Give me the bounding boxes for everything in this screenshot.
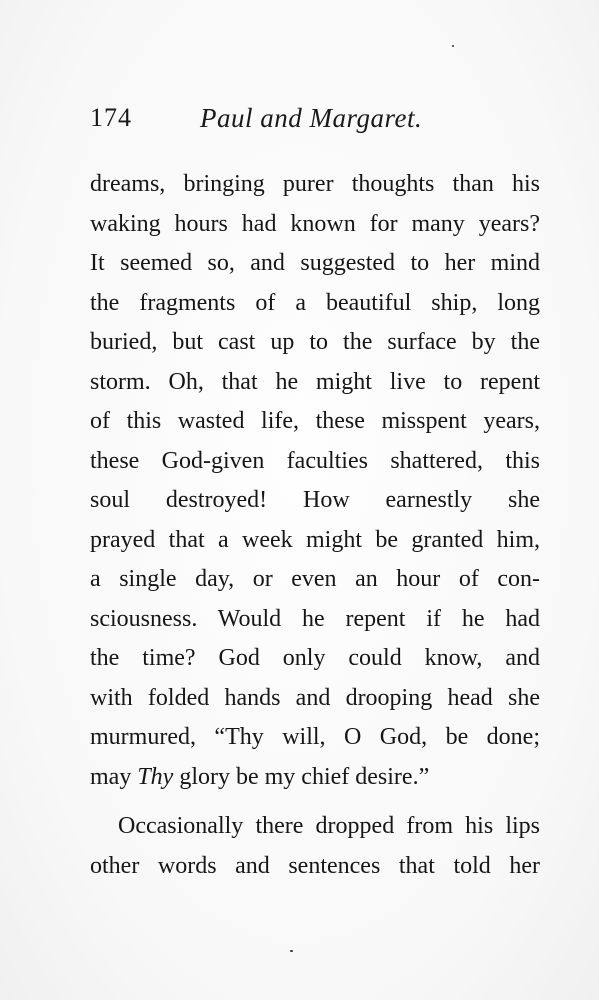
text-line: murmured, “Thy will, O God, be done;: [90, 724, 540, 750]
text-line: other words and sentences that told her: [90, 852, 540, 879]
paragraph: [90, 165, 540, 797]
text-line: waking hours had known for many years?: [90, 210, 540, 237]
page-header: [90, 103, 540, 143]
text-line: soul destroyed! How earnestly she: [90, 487, 540, 513]
paragraph: [90, 807, 540, 886]
paper-speck: [452, 45, 454, 47]
text-line: It seemed so, and suggested to her mind: [90, 250, 540, 276]
text-line: of this wasted life, these misspent years,: [90, 408, 540, 434]
text-line: the fragments of a beautiful ship, long: [90, 289, 540, 316]
text-line: storm. Oh, that he might live to repent: [90, 368, 540, 395]
text-line-final: [90, 758, 540, 798]
paper-speck: [290, 950, 293, 952]
text-line: with folded hands and drooping head she: [90, 684, 540, 711]
text-run: may: [90, 763, 138, 790]
body-text: [90, 165, 540, 886]
page-number: 174: [90, 103, 132, 132]
text-line: Occasionally there dropped from his lips: [118, 813, 540, 839]
text-line: buried, but cast up to the surface by the: [90, 329, 540, 355]
emphasis-word: Thy: [137, 763, 174, 790]
text-line: prayed that a week might be granted him,: [90, 526, 540, 553]
text-line: the time? God only could know, and: [90, 645, 540, 671]
text-line: sciousness. Would he repent if he had: [90, 605, 540, 632]
text-line: dreams, bringing purer thoughts than his: [90, 171, 540, 197]
text-line: a single day, or even an hour of con-: [90, 566, 540, 592]
text-line: these God-given faculties shattered, this: [90, 447, 540, 474]
text-run: glory be my chief desire.”: [173, 763, 430, 790]
running-title: Paul and Margaret.: [200, 103, 423, 133]
